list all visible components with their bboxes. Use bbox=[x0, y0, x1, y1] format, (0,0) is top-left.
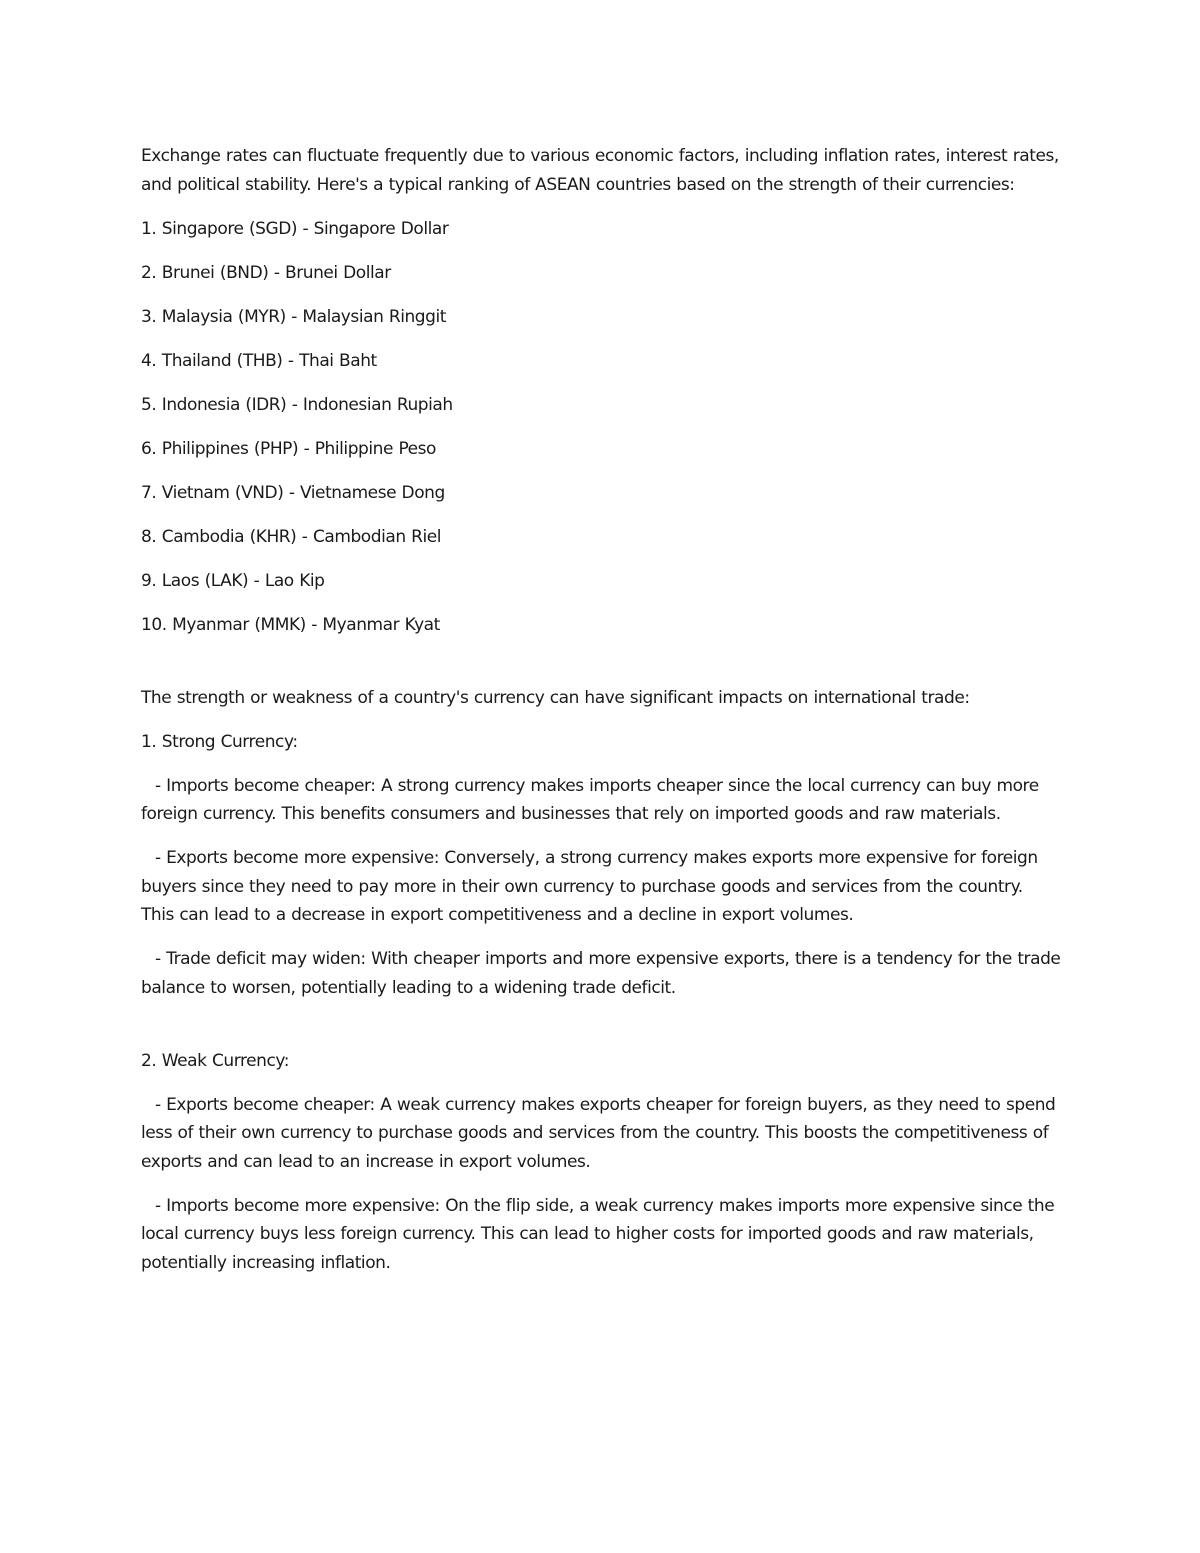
blank-line bbox=[141, 655, 1061, 684]
strong-point-imports: - Imports become cheaper: A strong currency makes imports cheaper since the local currency can buy more foreign currency. This benefits consumers and businesses that rely on imported goods and raw materials. bbox=[141, 775, 1039, 824]
intro-paragraph: Exchange rates can fluctuate frequently due to various economic factors, including inflation rates, interest rates, and political stability. Here's a typical ranking of ASEAN countries based on the strength of their currencies: bbox=[141, 146, 1059, 195]
ranking-item-8: 8. Cambodia (KHR) - Cambodian Riel bbox=[141, 526, 442, 547]
weak-currency-heading: 2. Weak Currency: bbox=[141, 1050, 289, 1071]
ranking-item-3: 3. Malaysia (MYR) - Malaysian Ringgit bbox=[141, 306, 446, 327]
ranking-item-7: 7. Vietnam (VND) - Vietnamese Dong bbox=[141, 482, 445, 503]
impact-intro-paragraph: The strength or weakness of a country's currency can have significant impacts on international trade: bbox=[141, 687, 970, 708]
strong-point-deficit: - Trade deficit may widen: With cheaper imports and more expensive exports, there is a tendency for the trade balance to worsen, potentially leading to a widening trade deficit. bbox=[141, 949, 1061, 998]
strong-point-exports: - Exports become more expensive: Conversely, a strong currency makes exports more expensive for foreign buyers since they need to pay more in their own currency to purchase goods and services from the country. This can lead to a decrease in export competitiveness and a decline in export volumes. bbox=[141, 848, 1038, 925]
blank-line bbox=[141, 1018, 1061, 1047]
strong-currency-heading: 1. Strong Currency: bbox=[141, 731, 298, 752]
ranking-item-2: 2. Brunei (BND) - Brunei Dollar bbox=[141, 262, 391, 283]
ranking-item-6: 6. Philippines (PHP) - Philippine Peso bbox=[141, 438, 437, 459]
ranking-item-9: 9. Laos (LAK) - Lao Kip bbox=[141, 570, 325, 591]
weak-point-imports: - Imports become more expensive: On the flip side, a weak currency makes imports more expensive since the local currency buys less foreign currency. This can lead to higher costs for imported goods and raw materials, potentially increasing inflation. bbox=[141, 1195, 1055, 1273]
document-body bbox=[141, 142, 1061, 1293]
ranking-item-1: 1. Singapore (SGD) - Singapore Dollar bbox=[141, 218, 449, 239]
ranking-item-5: 5. Indonesia (IDR) - Indonesian Rupiah bbox=[141, 394, 453, 415]
weak-point-exports: - Exports become cheaper: A weak currency makes exports cheaper for foreign buyers, as they need to spend less of their own currency to purchase goods and services from the country. This boosts the competitiveness of exports and can lead to an increase in export volumes. bbox=[141, 1094, 1056, 1172]
ranking-item-10: 10. Myanmar (MMK) - Myanmar Kyat bbox=[141, 614, 440, 635]
ranking-item-4: 4. Thailand (THB) - Thai Baht bbox=[141, 350, 377, 371]
